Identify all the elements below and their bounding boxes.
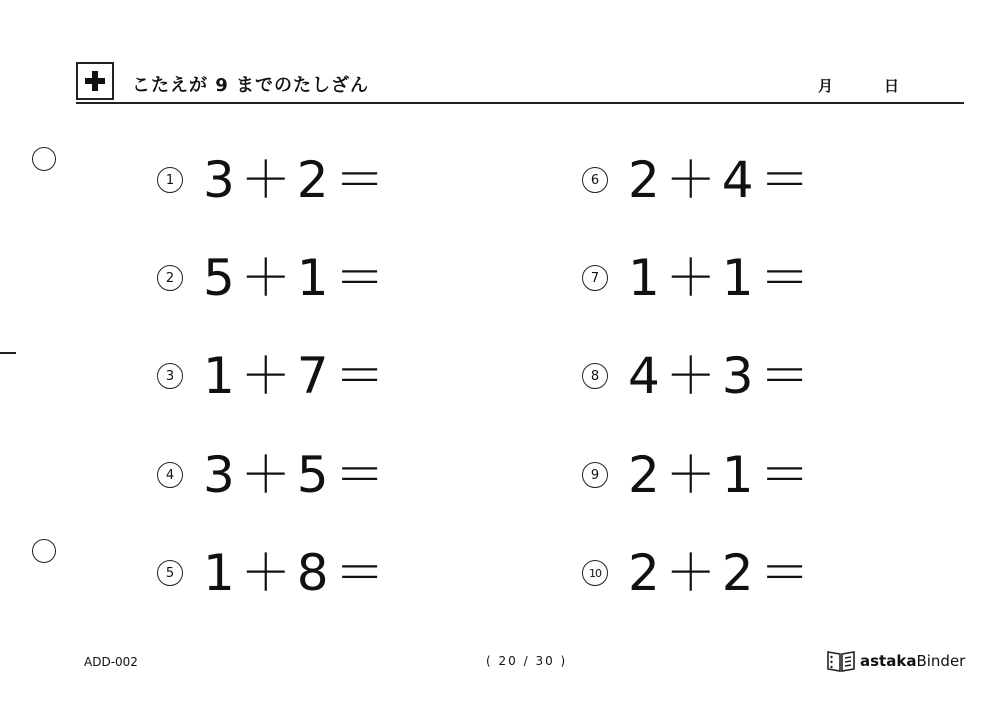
plus-icon bbox=[84, 70, 106, 92]
day-label: 日 bbox=[884, 77, 900, 95]
problem-expression: 1＋7＝ bbox=[203, 347, 391, 405]
problem-9 bbox=[582, 445, 816, 505]
binder-hole-bottom bbox=[32, 539, 56, 563]
problem-number: 10 bbox=[582, 560, 608, 586]
page-indicator: ( 20 / 30 ) bbox=[486, 654, 568, 668]
operator-box bbox=[76, 62, 114, 100]
problem-number: 8 bbox=[582, 363, 608, 389]
binder-book-icon bbox=[826, 649, 856, 673]
problem-expression: 1＋8＝ bbox=[203, 544, 391, 602]
problem-2 bbox=[157, 248, 391, 308]
problem-expression: 2＋1＝ bbox=[628, 446, 816, 504]
problem-number: 5 bbox=[157, 560, 183, 586]
problem-number: 7 bbox=[582, 265, 608, 291]
problem-expression: 3＋5＝ bbox=[203, 446, 391, 504]
problem-6 bbox=[582, 150, 816, 210]
problem-8 bbox=[582, 346, 816, 406]
binder-hole-top bbox=[32, 147, 56, 171]
brand-name-regular: Binder bbox=[916, 652, 966, 670]
problem-5 bbox=[157, 543, 391, 603]
problem-10 bbox=[582, 543, 816, 603]
problem-expression: 1＋1＝ bbox=[628, 249, 816, 307]
brand-logo bbox=[826, 648, 965, 674]
problem-4 bbox=[157, 445, 391, 505]
problem-expression: 2＋2＝ bbox=[628, 544, 816, 602]
problem-1 bbox=[157, 150, 391, 210]
worksheet-title: こたえが 9 までのたしざん bbox=[132, 75, 370, 96]
problem-expression: 5＋1＝ bbox=[203, 249, 391, 307]
worksheet-code: ADD-002 bbox=[84, 655, 138, 669]
problem-number: 2 bbox=[157, 265, 183, 291]
problem-7 bbox=[582, 248, 816, 308]
worksheet-header bbox=[76, 62, 964, 104]
problem-number: 3 bbox=[157, 363, 183, 389]
problem-number: 4 bbox=[157, 462, 183, 488]
fold-mark bbox=[0, 352, 16, 354]
brand-name-bold: astaka bbox=[860, 652, 917, 670]
problem-number: 9 bbox=[582, 462, 608, 488]
problem-number: 6 bbox=[582, 167, 608, 193]
problem-number: 1 bbox=[157, 167, 183, 193]
problem-3 bbox=[157, 346, 391, 406]
problem-expression: 2＋4＝ bbox=[628, 151, 816, 209]
problem-expression: 3＋2＝ bbox=[203, 151, 391, 209]
month-label: 月 bbox=[818, 77, 834, 95]
problem-expression: 4＋3＝ bbox=[628, 347, 816, 405]
